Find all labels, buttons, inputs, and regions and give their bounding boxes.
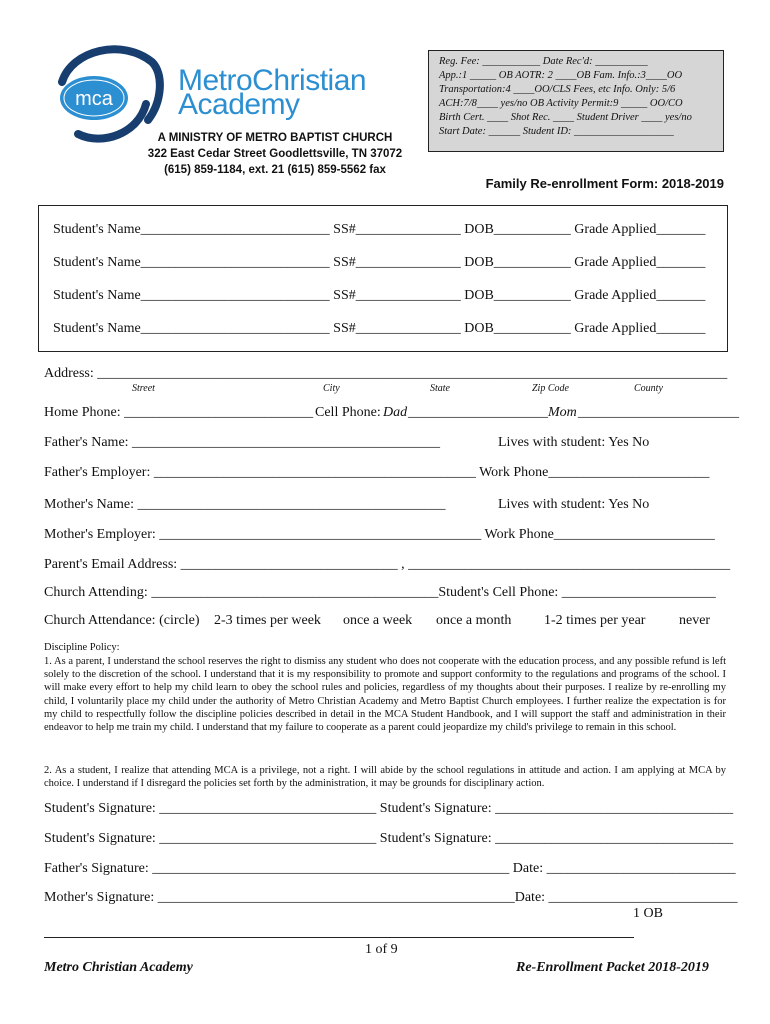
address-county-label: County [634, 383, 663, 394]
father-name-field[interactable]: Father's Name: ____________________________________________ [44, 435, 441, 450]
attendance-option[interactable]: 1-2 times per year [544, 613, 646, 628]
address-zip-label: Zip Code [532, 383, 569, 394]
office-line: Reg. Fee: ___________ Date Rec'd: __________ [439, 56, 648, 67]
footer-school: Metro Christian Academy [44, 960, 193, 975]
school-phone: (615) 859-1184, ext. 21 (615) 859-5562 fax [164, 164, 386, 176]
discipline-title: Discipline Policy: [44, 642, 120, 653]
mom-cell-field[interactable]: _______________________ [578, 405, 739, 420]
student-row[interactable]: Student's Name___________________________ SS#_______________ DOB___________ Grade Applied_______ [53, 288, 706, 303]
mom-label: Mom [548, 405, 577, 420]
page-number: 1 of 9 [365, 942, 398, 957]
church-attending-field[interactable]: Church Attending: _________________________________________Student's Cell Phone: ______________________ [44, 585, 716, 600]
address-street-label: Street [132, 383, 155, 394]
church-attendance-label: Church Attendance: (circle) [44, 613, 200, 628]
office-use-box [428, 50, 724, 152]
home-phone-field[interactable]: Home Phone: ___________________________ [44, 405, 314, 420]
office-line: Start Date: ______ Student ID: ___________________ [439, 126, 674, 137]
parent-email-field[interactable]: Parent's Email Address: _______________________________ , ______________________________________________ [44, 557, 731, 572]
student-info-box [38, 205, 728, 352]
address-field[interactable]: Address: __________________________________________________________________________________________ [44, 366, 728, 381]
office-line: Birth Cert. ____ Shot Rec. ____ Student Driver ____ yes/no [439, 112, 692, 123]
brand-name-line1: MetroChristian [178, 64, 367, 97]
mother-name-field[interactable]: Mother's Name: ____________________________________________ [44, 497, 446, 512]
footer-packet: Re-Enrollment Packet 2018-2019 [516, 960, 709, 975]
student-row[interactable]: Student's Name___________________________ SS#_______________ DOB___________ Grade Applied_______ [53, 255, 706, 270]
discipline-paragraph-2: 2. As a student, I realize that attending MCA is a privilege, not a right. I will abide by the school regulations in attitude and action. I am applying at MCA by choice. I understand if I disregard the policies set forth by the administration, it may be grounds for disciplinary action. [44, 765, 726, 790]
footer-divider [44, 937, 634, 938]
father-lives-with-student[interactable]: Lives with student: Yes No [498, 435, 650, 450]
attendance-option[interactable]: once a month [436, 613, 512, 628]
father-employer-field[interactable]: Father's Employer: ______________________________________________ Work Phone_______________________ [44, 465, 710, 480]
address-city-label: City [323, 383, 340, 394]
dad-cell-field[interactable]: ____________________ [408, 405, 548, 420]
discipline-paragraph-1: 1. As a parent, I understand the school reserves the right to dismiss any student who does not cooperate with the education process, and any possible refund is left solely to the discretion of the school. I understand that it is my responsibility to promote and support conformity to the regulations and programs of the school. I will make every effort to help my child learn to obey the school rules and policies, regardless of my thoughts about their purposes. I realize by re-enrolling my child, I voluntarily place my child under the authority of Metro Christian Academy and Metro Baptist Church employees. I further realize the expectation is for my child to respectfully follow the discipline policies described in detail in the MCA Student Handbook, and I will support the staff and administration in their endeavor to help me train my child. I understand that my failure to cooperate as a parent could jeopardize my child's privilege to remain in this school. [44, 656, 726, 734]
attendance-option[interactable]: never [679, 613, 711, 628]
student-row[interactable]: Student's Name___________________________ SS#_______________ DOB___________ Grade Applied_______ [53, 222, 706, 237]
father-signature-row[interactable]: Father's Signature: ___________________________________________________ Date: ___________________________ [44, 861, 736, 876]
mother-employer-field[interactable]: Mother's Employer: ______________________________________________ Work Phone_______________________ [44, 527, 715, 542]
ministry-line: A MINISTRY OF METRO BAPTIST CHURCH [157, 132, 393, 144]
signature-row[interactable]: Student's Signature: _______________________________ Student's Signature: __________________________________ [44, 801, 734, 816]
attendance-option[interactable]: 2-3 times per week [214, 613, 321, 628]
logo-text: mca [75, 88, 113, 110]
attendance-option[interactable]: once a week [343, 613, 413, 628]
brand-name-line2: Academy [178, 88, 300, 121]
form-title: Family Re-enrollment Form: 2018-2019 [485, 176, 724, 191]
office-line: Transportation:4 ____OO/CLS Fees, etc Info. Only: 5/6 [439, 84, 676, 95]
school-address: 322 East Cedar Street Goodlettsville, TN 37072 [147, 148, 403, 160]
cell-phone-label: Cell Phone: [315, 405, 381, 420]
office-code: 1 OB [633, 906, 663, 921]
address-state-label: State [430, 383, 450, 394]
mother-lives-with-student[interactable]: Lives with student: Yes No [498, 497, 650, 512]
office-line: ACH:7/8____ yes/no OB Activity Permit:9 _____ OO/CO [439, 98, 683, 109]
mother-signature-row[interactable]: Mother's Signature: ___________________________________________________Date: ___________________________ [44, 890, 738, 905]
student-row[interactable]: Student's Name___________________________ SS#_______________ DOB___________ Grade Applied_______ [53, 321, 706, 336]
signature-row[interactable]: Student's Signature: _______________________________ Student's Signature: __________________________________ [44, 831, 734, 846]
dad-label: Dad [383, 405, 408, 420]
office-line: App.:1 _____ OB AOTR: 2 ____OB Fam. Info.:3____OO [439, 70, 683, 81]
